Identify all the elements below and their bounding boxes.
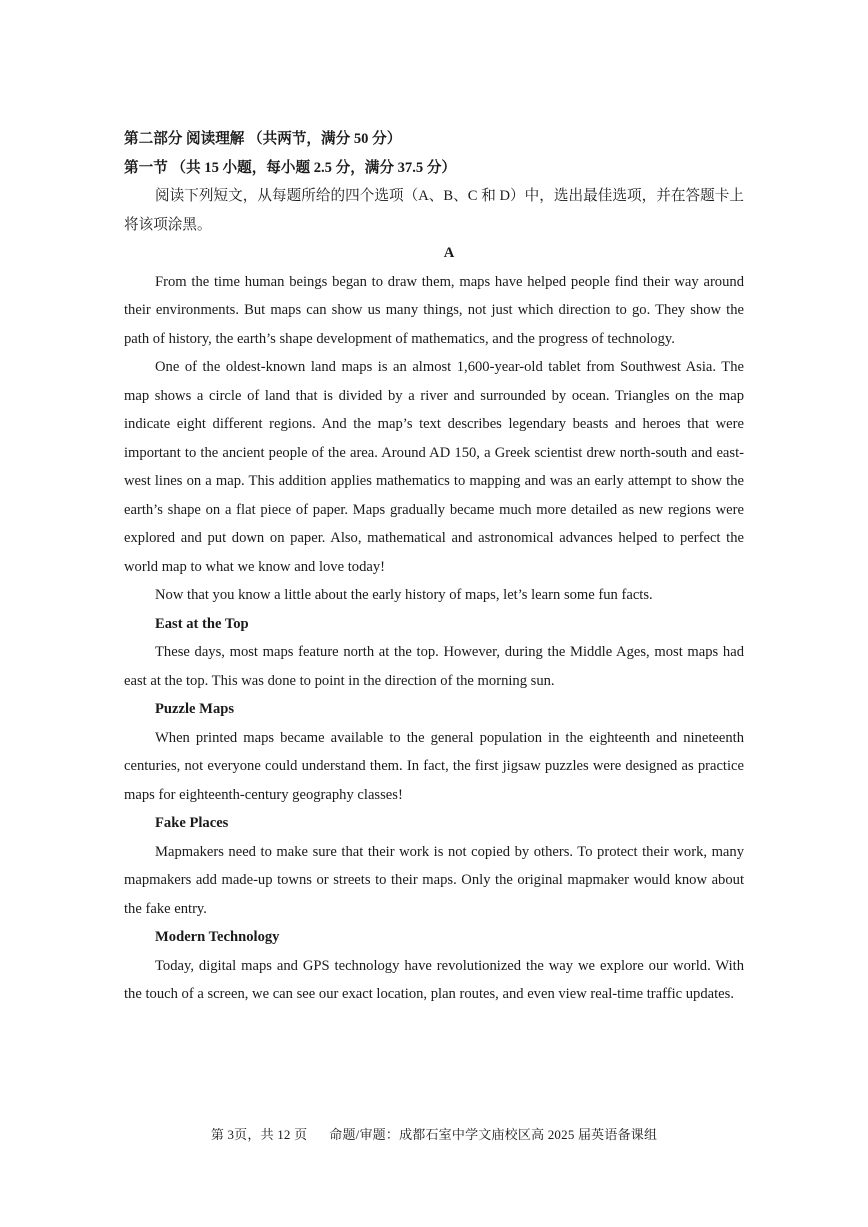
subheading-fake-places: Fake Places [155, 815, 229, 831]
part-heading: 第二部分 阅读理解 （共两节，满分 50 分） [124, 131, 402, 147]
footer-page-info: 第 3页，共 12 页 [210, 1127, 308, 1142]
subheading-puzzle-maps: Puzzle Maps [155, 701, 235, 717]
page-footer [0, 1124, 868, 1143]
passage-paragraph-3: Now that you know a little about the early history of maps, let’s learn some fun facts. [155, 587, 653, 603]
footer-author-info: 命题/审题：成都石室中学文庙校区高 2025 届英语备课组 [329, 1127, 658, 1142]
paragraph-fake-places: Mapmakers need to make sure that their work is not copied by others. To protect their work, many mapmakers add made-up towns or streets to their maps. Only the original mapmaker would know about the fake entry. [124, 843, 744, 917]
subheading-modern-technology: Modern Technology [155, 929, 280, 945]
subheading-east-at-the-top: East at the Top [155, 615, 249, 632]
paragraph-east-at-the-top: These days, most maps feature north at the top. However, during the Middle Ages, most maps had east at the top. This was done to point in the direction of the morning sun. [124, 644, 744, 689]
section-heading: 第一节 （共 15 小题，每小题 2.5 分，满分 37.5 分） [124, 159, 457, 176]
instructions: 阅读下列短文，从每题所给的四个选项（A、B、C 和 D）中，选出最佳选项，并在答题卡上将该项涂黑。 [124, 188, 744, 233]
page-content [124, 125, 744, 1009]
paragraph-modern-technology: Today, digital maps and GPS technology have revolutionized the way we explore our world. With the touch of a screen, we can see our exact location, plan routes, and even view real-time traffic updates. [124, 957, 744, 1002]
passage-paragraph-1: From the time human beings began to draw them, maps have helped people find their way around their environments. But maps can show us many things, not just which direction to go. They show the path of history, the earth’s shape development of mathematics, and the progress of technology. [124, 273, 744, 347]
paragraph-puzzle-maps: When printed maps became available to the general population in the eighteenth and nineteenth centuries, not everyone could understand them. In fact, the first jigsaw puzzles were designed as practice maps for eighteenth-century geography classes! [124, 729, 744, 803]
passage-letter: A [443, 245, 455, 261]
passage-paragraph-2: One of the oldest-known land maps is an almost 1,600-year-old tablet from Southwest Asia. The map shows a circle of land that is divided by a river and surrounded by ocean. Triangles on the map indicate eight different regions. And the map’s text describes legendary beasts and heroes that were important to the ancient people of the area. Around AD 150, a Greek scientist drew north-south and east-west lines on a map. This addition applies mathematics to mapping and was an early attempt to show the earth’s shape on a flat piece of paper. Maps gradually became much more detailed as new regions were explored and put down on paper. Also, mathematical and astronomical advances helped to perfect the world map to what we know and love today! [124, 359, 744, 575]
